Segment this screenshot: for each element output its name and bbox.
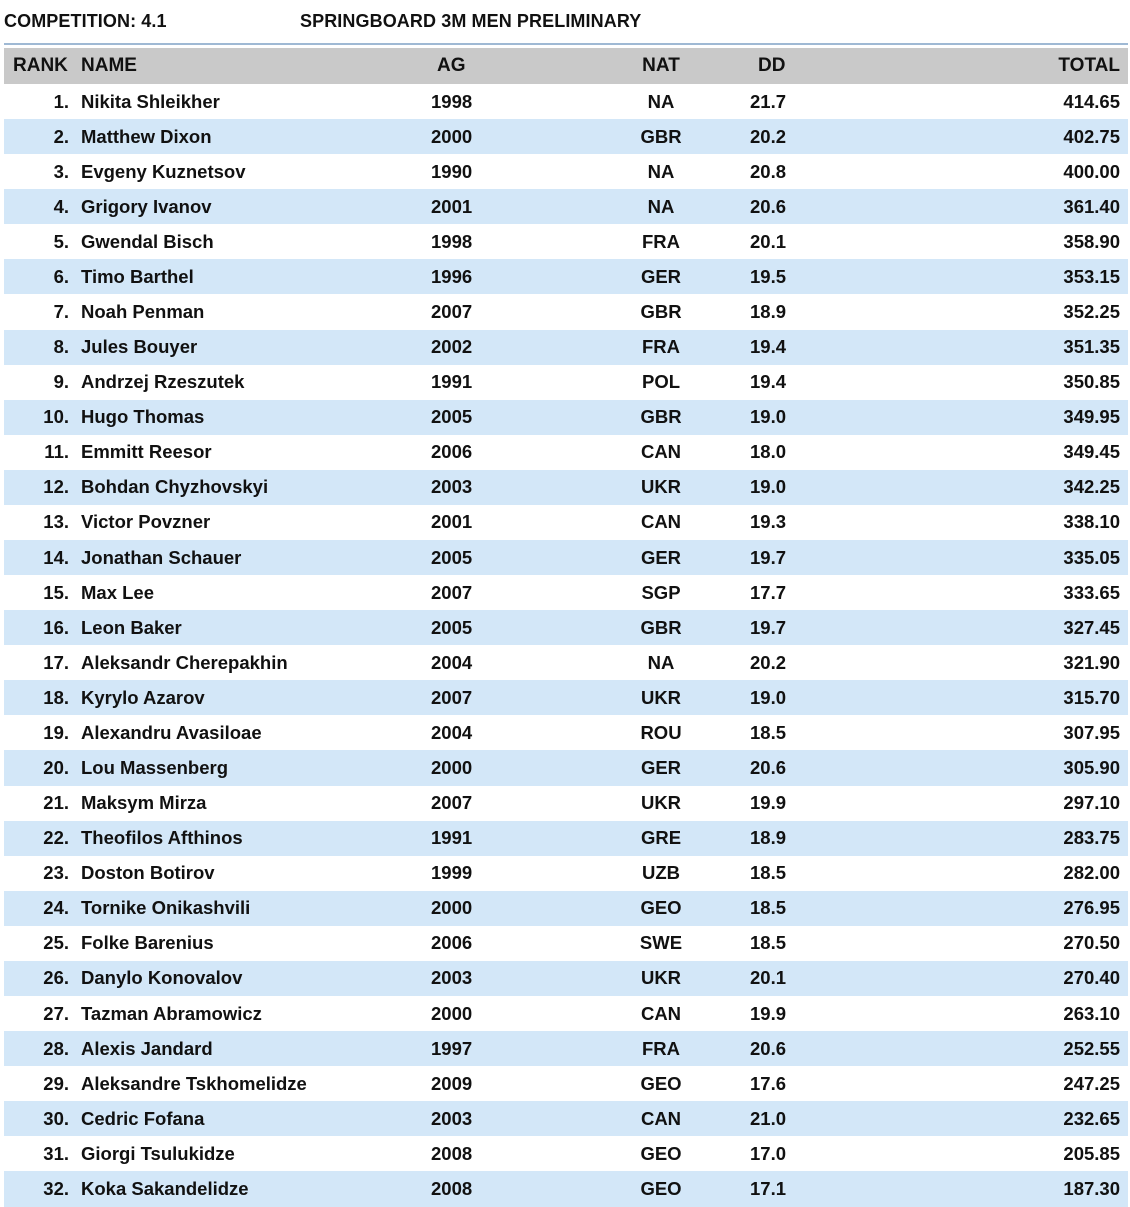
dd-cell: 19.4 <box>750 336 787 358</box>
dd-cell: 18.9 <box>750 827 787 849</box>
dd-cell: 20.6 <box>750 195 787 217</box>
ag-cell: 1998 <box>431 90 473 112</box>
name-cell: Grigory Ivanov <box>81 195 212 217</box>
total-cell: 335.05 <box>1063 546 1120 568</box>
ag-cell: 1991 <box>431 371 473 393</box>
results-header <box>0 0 1130 44</box>
ag-cell: 1991 <box>431 827 473 849</box>
table-row <box>4 259 1128 294</box>
total-cell: 263.10 <box>1063 1002 1120 1024</box>
name-cell: Emmitt Reesor <box>81 441 212 463</box>
table-row <box>4 505 1128 540</box>
table-row <box>4 365 1128 400</box>
total-cell: 342.25 <box>1063 476 1120 498</box>
nat-cell: NA <box>647 160 675 182</box>
rank-cell: 13. <box>43 511 69 533</box>
rank-cell: 11. <box>44 441 69 463</box>
column-header-dd: DD <box>758 55 786 76</box>
rank-cell: 16. <box>43 616 69 638</box>
name-cell: Bohdan Chyzhovskyi <box>81 476 269 498</box>
total-cell: 402.75 <box>1063 125 1120 147</box>
name-cell: Alexis Jandard <box>81 1037 213 1059</box>
table-row <box>4 1136 1128 1171</box>
dd-cell: 21.0 <box>750 1107 787 1129</box>
nat-cell: GER <box>640 757 682 779</box>
dd-cell: 17.7 <box>750 581 787 603</box>
dd-cell: 20.2 <box>750 651 787 673</box>
nat-cell: UKR <box>640 686 682 708</box>
ag-cell: 2002 <box>431 336 473 358</box>
nat-cell: GER <box>640 265 682 287</box>
results-table <box>4 84 1128 1207</box>
nat-cell: UKR <box>640 967 682 989</box>
rank-cell: 2. <box>53 125 69 147</box>
name-cell: Leon Baker <box>81 616 182 638</box>
dd-cell: 18.5 <box>750 721 787 743</box>
name-cell: Alexandru Avasiloae <box>81 721 262 743</box>
column-header-nat: NAT <box>642 55 680 76</box>
table-row <box>4 224 1128 259</box>
dd-cell: 19.9 <box>750 792 787 814</box>
dd-cell: 19.0 <box>750 686 787 708</box>
dd-cell: 18.5 <box>750 897 787 919</box>
total-cell: 232.65 <box>1063 1107 1120 1129</box>
nat-cell: NA <box>647 651 675 673</box>
rank-cell: 15. <box>43 581 69 603</box>
dd-cell: 20.2 <box>750 125 787 147</box>
name-cell: Folke Barenius <box>81 932 214 954</box>
total-cell: 358.90 <box>1063 230 1120 252</box>
total-cell: 351.35 <box>1063 336 1120 358</box>
table-row <box>4 680 1128 715</box>
dd-cell: 17.6 <box>750 1072 787 1094</box>
ag-cell: 1990 <box>431 160 473 182</box>
nat-cell: GBR <box>640 406 682 428</box>
rank-cell: 22. <box>43 827 69 849</box>
nat-cell: GBR <box>640 616 682 638</box>
ag-cell: 2009 <box>431 1072 473 1094</box>
name-cell: Tazman Abramowicz <box>81 1002 262 1024</box>
nat-cell: SWE <box>639 932 683 954</box>
rank-cell: 1. <box>53 90 69 112</box>
rank-cell: 32. <box>43 1177 69 1199</box>
table-row <box>4 84 1128 119</box>
table-row <box>4 715 1128 750</box>
ag-cell: 2005 <box>431 546 473 568</box>
dd-cell: 19.0 <box>750 406 787 428</box>
table-row <box>4 821 1128 856</box>
ag-cell: 2000 <box>431 757 473 779</box>
name-cell: Koka Sakandelidze <box>81 1177 249 1199</box>
nat-cell: UKR <box>640 792 682 814</box>
nat-cell: NA <box>647 90 675 112</box>
total-cell: 315.70 <box>1063 686 1120 708</box>
name-cell: Kyrylo Azarov <box>81 686 205 708</box>
total-cell: 414.65 <box>1063 90 1120 112</box>
name-cell: Cedric Fofana <box>81 1107 205 1129</box>
total-cell: 270.50 <box>1063 932 1120 954</box>
total-cell: 353.15 <box>1063 265 1120 287</box>
rank-cell: 30. <box>43 1107 69 1129</box>
rank-cell: 9. <box>53 371 69 393</box>
total-cell: 247.25 <box>1063 1072 1120 1094</box>
name-cell: Aleksandr Cherepakhin <box>81 651 288 673</box>
rank-cell: 24. <box>43 897 69 919</box>
rank-cell: 28. <box>43 1037 69 1059</box>
total-cell: 276.95 <box>1063 897 1120 919</box>
dd-cell: 17.0 <box>750 1142 787 1164</box>
ag-cell: 2007 <box>431 686 473 708</box>
nat-cell: CAN <box>640 1107 682 1129</box>
header-divider <box>4 43 1128 45</box>
table-header <box>4 48 1128 84</box>
ag-cell: 2001 <box>431 195 473 217</box>
total-cell: 350.85 <box>1063 371 1120 393</box>
ag-cell: 2001 <box>431 511 473 533</box>
ag-cell: 1997 <box>431 1037 473 1059</box>
nat-cell: SGP <box>641 581 681 603</box>
total-cell: 305.90 <box>1063 757 1120 779</box>
rank-cell: 8. <box>53 336 69 358</box>
total-cell: 349.45 <box>1063 441 1120 463</box>
table-row <box>4 575 1128 610</box>
name-cell: Theofilos Afthinos <box>81 827 243 849</box>
rank-cell: 25. <box>43 932 69 954</box>
total-cell: 282.00 <box>1063 862 1120 884</box>
name-cell: Max Lee <box>81 581 155 603</box>
name-cell: Jules Bouyer <box>81 336 198 358</box>
total-cell: 338.10 <box>1063 511 1120 533</box>
nat-cell: GER <box>640 546 682 568</box>
name-cell: Timo Barthel <box>81 265 194 287</box>
rank-cell: 23. <box>43 862 69 884</box>
dd-cell: 18.0 <box>750 441 787 463</box>
rank-cell: 29. <box>43 1072 69 1094</box>
ag-cell: 2007 <box>431 301 473 322</box>
rank-cell: 14. <box>43 546 69 568</box>
table-row <box>4 926 1128 961</box>
table-row <box>4 435 1128 470</box>
dd-cell: 19.5 <box>750 265 787 287</box>
total-cell: 400.00 <box>1063 160 1120 182</box>
rank-cell: 26. <box>43 967 69 989</box>
nat-cell: GEO <box>640 1072 682 1094</box>
table-row <box>4 786 1128 821</box>
total-cell: 283.75 <box>1063 827 1120 849</box>
name-cell: Jonathan Schauer <box>81 546 242 568</box>
table-row <box>4 1171 1128 1206</box>
table-row <box>4 1101 1128 1136</box>
ag-cell: 1999 <box>431 862 473 884</box>
total-cell: 270.40 <box>1063 967 1120 989</box>
nat-cell: FRA <box>641 336 681 358</box>
table-row <box>4 154 1128 189</box>
ag-cell: 2006 <box>431 441 473 463</box>
ag-cell: 2000 <box>431 125 473 147</box>
ag-cell: 2003 <box>431 967 473 989</box>
table-row <box>4 1066 1128 1101</box>
nat-cell: POL <box>641 371 681 393</box>
ag-cell: 2005 <box>431 406 473 428</box>
rank-cell: 10. <box>43 406 69 428</box>
ag-cell: 2008 <box>431 1177 473 1199</box>
column-header-rank: RANK <box>13 55 68 76</box>
rank-cell: 18. <box>43 686 69 708</box>
table-row <box>4 645 1128 680</box>
dd-cell: 20.6 <box>750 1037 787 1059</box>
rank-cell: 20. <box>43 757 69 779</box>
total-cell: 321.90 <box>1063 651 1120 673</box>
rank-cell: 6. <box>53 265 69 287</box>
nat-cell: UZB <box>641 862 681 884</box>
name-cell: Gwendal Bisch <box>81 230 214 252</box>
total-cell: 297.10 <box>1063 792 1120 814</box>
dd-cell: 21.7 <box>750 90 787 112</box>
table-row <box>4 891 1128 926</box>
name-cell: Doston Botirov <box>81 862 215 884</box>
table-row <box>4 400 1128 435</box>
total-cell: 333.65 <box>1063 581 1120 603</box>
total-cell: 349.95 <box>1063 406 1120 428</box>
rank-cell: 27. <box>43 1002 69 1024</box>
rank-cell: 7. <box>53 301 69 322</box>
nat-cell: UKR <box>640 476 682 498</box>
ag-cell: 2007 <box>431 581 473 603</box>
total-cell: 187.30 <box>1063 1177 1120 1199</box>
column-header-total: TOTAL <box>1058 55 1120 76</box>
column-header-name: NAME <box>81 55 137 76</box>
name-cell: Victor Povzner <box>81 511 211 533</box>
rank-cell: 21. <box>43 792 69 814</box>
dd-cell: 20.1 <box>750 230 787 252</box>
ag-cell: 2003 <box>431 1107 473 1129</box>
table-row <box>4 961 1128 996</box>
table-row <box>4 750 1128 785</box>
total-cell: 307.95 <box>1063 721 1120 743</box>
rank-cell: 4. <box>53 195 69 217</box>
ag-cell: 2003 <box>431 476 473 498</box>
rank-cell: 5. <box>53 230 69 252</box>
nat-cell: GEO <box>640 1142 682 1164</box>
rank-cell: 12. <box>43 476 69 498</box>
dd-cell: 18.5 <box>750 862 787 884</box>
nat-cell: GBR <box>640 125 682 147</box>
total-cell: 252.55 <box>1063 1037 1120 1059</box>
competition-label: COMPETITION: 4.1 <box>4 11 167 31</box>
rank-cell: 3. <box>53 160 69 182</box>
name-cell: Andrzej Rzeszutek <box>81 371 245 393</box>
ag-cell: 1996 <box>431 265 473 287</box>
table-row <box>4 996 1128 1031</box>
table-row <box>4 1031 1128 1066</box>
rank-cell: 19. <box>43 721 69 743</box>
ag-cell: 2004 <box>431 651 473 673</box>
name-cell: Maksym Mirza <box>81 792 207 814</box>
nat-cell: GRE <box>640 827 682 849</box>
name-cell: Aleksandre Tskhomelidze <box>81 1072 307 1094</box>
table-row <box>4 856 1128 891</box>
name-cell: Hugo Thomas <box>81 406 205 428</box>
nat-cell: CAN <box>640 1002 682 1024</box>
dd-cell: 20.6 <box>750 757 787 779</box>
rank-cell: 17. <box>43 651 69 673</box>
table-row <box>4 119 1128 154</box>
ag-cell: 2000 <box>431 897 473 919</box>
ag-cell: 2004 <box>431 721 473 743</box>
total-cell: 361.40 <box>1063 195 1120 217</box>
table-row <box>4 610 1128 645</box>
total-cell: 327.45 <box>1063 616 1120 638</box>
nat-cell: CAN <box>640 511 682 533</box>
name-cell: Nikita Shleikher <box>81 90 220 112</box>
column-header-ag: AG <box>437 55 466 76</box>
name-cell: Evgeny Kuznetsov <box>81 160 246 182</box>
dd-cell: 17.1 <box>750 1177 787 1199</box>
rank-cell: 31. <box>43 1142 69 1164</box>
table-row <box>4 189 1128 224</box>
nat-cell: FRA <box>641 1037 681 1059</box>
table-row <box>4 294 1128 329</box>
event-title: SPRINGBOARD 3M MEN PRELIMINARY <box>300 11 642 31</box>
nat-cell: NA <box>647 195 675 217</box>
name-cell: Lou Massenberg <box>81 757 228 779</box>
table-row <box>4 540 1128 575</box>
nat-cell: FRA <box>641 230 681 252</box>
ag-cell: 2006 <box>431 932 473 954</box>
dd-cell: 19.7 <box>750 616 787 638</box>
total-cell: 352.25 <box>1063 301 1120 322</box>
table-row <box>4 330 1128 365</box>
ag-cell: 2007 <box>431 792 473 814</box>
dd-cell: 20.1 <box>750 967 787 989</box>
table-row <box>4 470 1128 505</box>
dd-cell: 18.9 <box>750 301 787 322</box>
total-cell: 205.85 <box>1063 1142 1120 1164</box>
dd-cell: 19.4 <box>750 371 787 393</box>
ag-cell: 2008 <box>431 1142 473 1164</box>
name-cell: Matthew Dixon <box>81 125 212 147</box>
dd-cell: 19.0 <box>750 476 787 498</box>
ag-cell: 1998 <box>431 230 473 252</box>
dd-cell: 19.3 <box>750 511 787 533</box>
nat-cell: GEO <box>640 1177 682 1199</box>
dd-cell: 20.8 <box>750 160 787 182</box>
nat-cell: ROU <box>640 721 682 743</box>
ag-cell: 2005 <box>431 616 473 638</box>
nat-cell: GBR <box>640 301 682 322</box>
name-cell: Noah Penman <box>81 301 205 322</box>
dd-cell: 19.9 <box>750 1002 787 1024</box>
dd-cell: 19.7 <box>750 546 787 568</box>
name-cell: Danylo Konovalov <box>81 967 243 989</box>
nat-cell: CAN <box>640 441 682 463</box>
name-cell: Tornike Onikashvili <box>81 897 251 919</box>
dd-cell: 18.5 <box>750 932 787 954</box>
nat-cell: GEO <box>640 897 682 919</box>
name-cell: Giorgi Tsulukidze <box>81 1142 235 1164</box>
ag-cell: 2000 <box>431 1002 473 1024</box>
